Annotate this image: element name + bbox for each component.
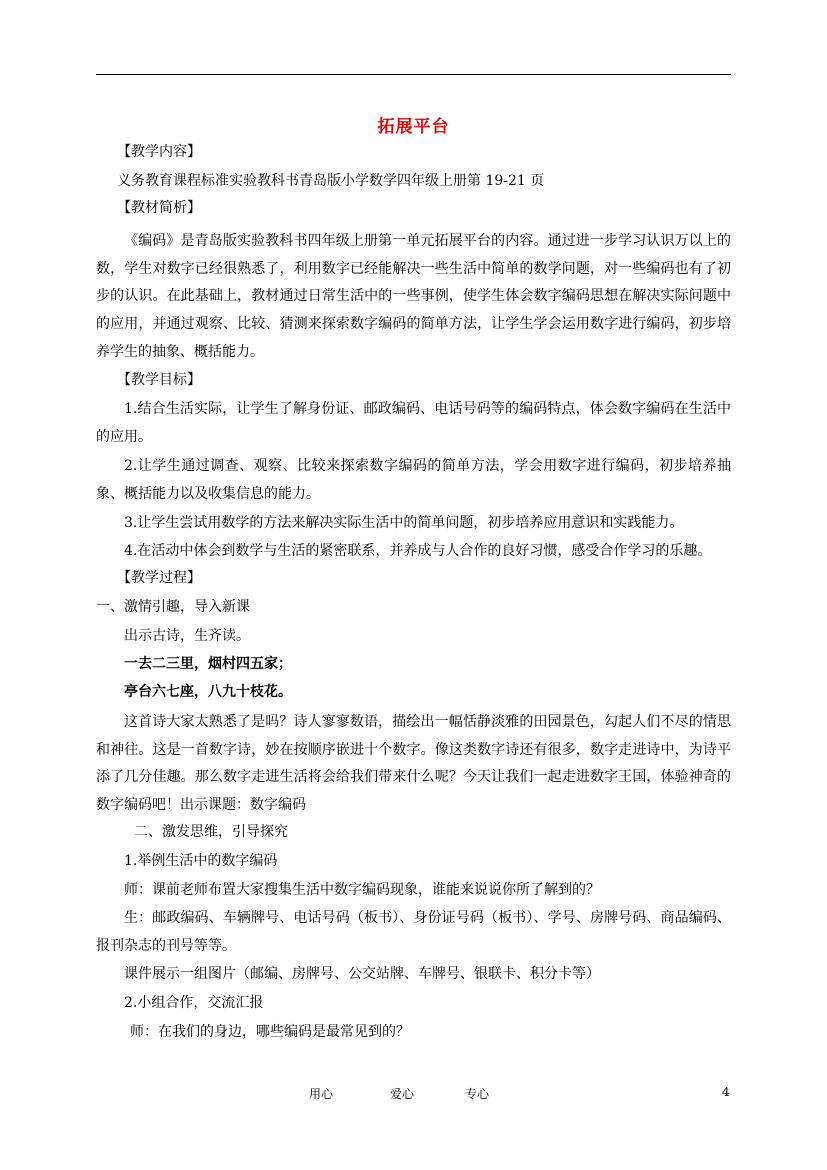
page-number: 4 [722, 1085, 730, 1099]
analysis-heading: 【教材简析】 [117, 200, 201, 216]
sub-step-1: 1.举例生活中的数字编码 [124, 853, 278, 869]
teacher-question-2: 师：在我们的身边，哪些编码是最常见到的？ [130, 1024, 410, 1040]
show-poem-text: 出示古诗，生齐读。 [124, 628, 250, 644]
goal-1: 1.结合生活实际，让学生了解身份证、邮政编码、电话号码等的编码特点，体会数字编码在生活中的应用。 [96, 401, 731, 445]
footer-word-1: 用心 [309, 1087, 334, 1101]
footer-word-2: 爱心 [390, 1087, 415, 1101]
content-heading: 【教学内容】 [117, 144, 201, 160]
goal-3: 3.让学生尝试用数学的方法来解决实际生活中的简单问题，初步培养应用意识和实践能力。 [124, 515, 684, 531]
goal-4: 4.在活动中体会到数学与生活的紧密联系，并养成与人合作的良好习惯，感受合作学习的乐趣。 [124, 543, 712, 559]
goal-2: 2.让学生通过调查、观察、比较来探索数字编码的简单方法，学会用数字进行编码，初步培养抽象、概括能力以及收集信息的能力。 [96, 458, 731, 502]
goals-heading: 【教学目标】 [117, 372, 201, 388]
student-answer-1: 生：邮政编码、车辆牌号、电话号码（板书）、身份证号码（板书）、学号、房牌号码、商品编码、报刊杂志的刊号等等。 [96, 910, 731, 954]
content-text: 义务教育课程标准实验教科书青岛版小学数学四年级上册第 19-21 页 [117, 173, 545, 189]
step-2-heading: 二、激发思维，引导探究 [134, 824, 288, 840]
step-1-heading: 一、激情引趣，导入新课 [96, 599, 250, 615]
poem-line-1: 一去二三里，烟村四五家； [124, 656, 292, 672]
teacher-question-1: 师：课前老师布置大家搜集生活中数字编码现象，谁能来说说你所了解到的？ [124, 882, 600, 898]
page-title: 拓展平台 [377, 117, 450, 137]
process-heading: 【教学过程】 [117, 570, 201, 586]
footer-word-3: 专心 [465, 1087, 490, 1101]
sub-step-2: 2.小组合作，交流汇报 [124, 995, 264, 1011]
courseware-text: 课件展示一组图片（邮编、房牌号、公交站牌、车牌号、银联卡、积分卡等） [124, 966, 600, 982]
analysis-paragraph: 《编码》是青岛版实验教科书四年级上册第一单元拓展平台的内容。通过进一步学习认识万以上的数，学生对数字已经很熟悉了，利用数字已经能解决一些生活中简单的数学问题，对一些编码也有了初步的认识。在此基础上，教材通过日常生活中的一些事例，使学生体会数字编码思想在解决实际问题中的应用，并通过观察、比较、猜测来探索数字编码的简单方法，让学生学会运用数字进行编码，初步培养学生的抽象、概括能力。 [96, 233, 731, 360]
poem-line-2: 亭台六七座，八九十枝花。 [124, 684, 292, 700]
header-rule [96, 74, 731, 75]
poem-paragraph: 这首诗大家太熟悉了是吗？诗人寥寥数语，描绘出一幅恬静淡雅的田园景色，勾起人们不尽的情思和神往。这是一首数字诗，妙在按顺序嵌进十个数字。像这类数字诗还有很多，数字走进诗中，为诗平添了几分佳趣。那么数字走进生活将会给我们带来什么呢？今天让我们一起走进数字王国，体验神奇的数字编码吧！出示课题：数字编码 [96, 714, 731, 814]
